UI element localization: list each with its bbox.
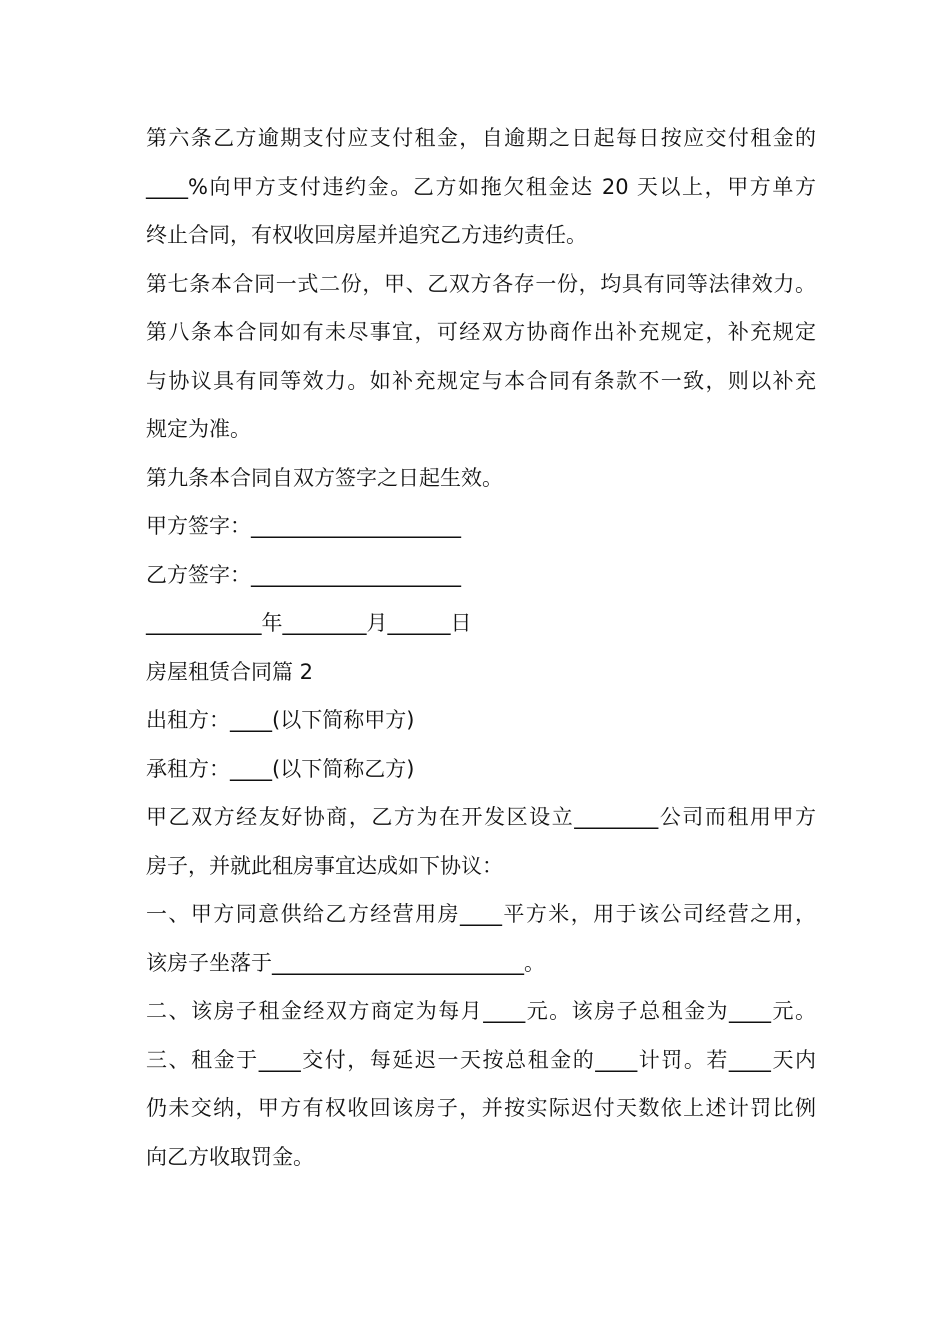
text-line: 一、甲方同意供给乙方经营用房____平方米，用于该公司经营之用， (146, 902, 816, 926)
document-body (146, 114, 816, 1181)
text-line: 甲乙双方经友好协商，乙方为在开发区设立________公司而租用甲方 (146, 805, 816, 829)
text-line: 第八条本合同如有未尽事宜，可经双方协商作出补充规定，补充规定 (146, 320, 816, 344)
lessee-line: 承租方：____(以下简称乙方) (146, 756, 415, 781)
text-line: 第六条乙方逾期支付应支付租金，自逾期之日起每日按应交付租金的 (146, 126, 816, 150)
text-line: 第七条本合同一式二份，甲、乙双方各存一份，均具有同等法律效力。 (146, 271, 816, 296)
text-line: 三、租金于____交付，每延迟一天按总租金的____计罚。若____天内 (146, 1047, 816, 1072)
lessor-line: 出租方：____(以下简称甲方) (146, 708, 415, 732)
date-line: ___________年________月______日 (146, 611, 472, 635)
text-line: 与协议具有同等效力。如补充规定与本合同有条款不一致，则以补充 (146, 368, 816, 393)
section-heading: 房屋租赁合同篇 2 (146, 659, 314, 684)
party-b-signature-line: 乙方签字：____________________ (146, 562, 461, 587)
text-line: 规定为准。 (146, 417, 251, 441)
text-line: 房子，并就此租房事宜达成如下协议： (146, 853, 503, 878)
text-line: 仍未交纳，甲方有权收回该房子，并按实际迟付天数依上述计罚比例 (146, 1096, 816, 1120)
text-line: 终止合同，有权收回房屋并追究乙方违约责任。 (146, 223, 587, 247)
text-line: 二、该房子租金经双方商定为每月____元。该房子总租金为____元。 (146, 999, 816, 1023)
text-line: ____%向甲方支付违约金。乙方如拖欠租金达 20 天以上，甲方单方 (146, 174, 816, 199)
text-line: 该房子坐落于________________________。 (146, 950, 545, 975)
text-line: 向乙方收取罚金。 (146, 1144, 314, 1169)
text-line: 第九条本合同自双方签字之日起生效。 (146, 465, 503, 490)
party-a-signature-line: 甲方签字：____________________ (146, 514, 461, 538)
